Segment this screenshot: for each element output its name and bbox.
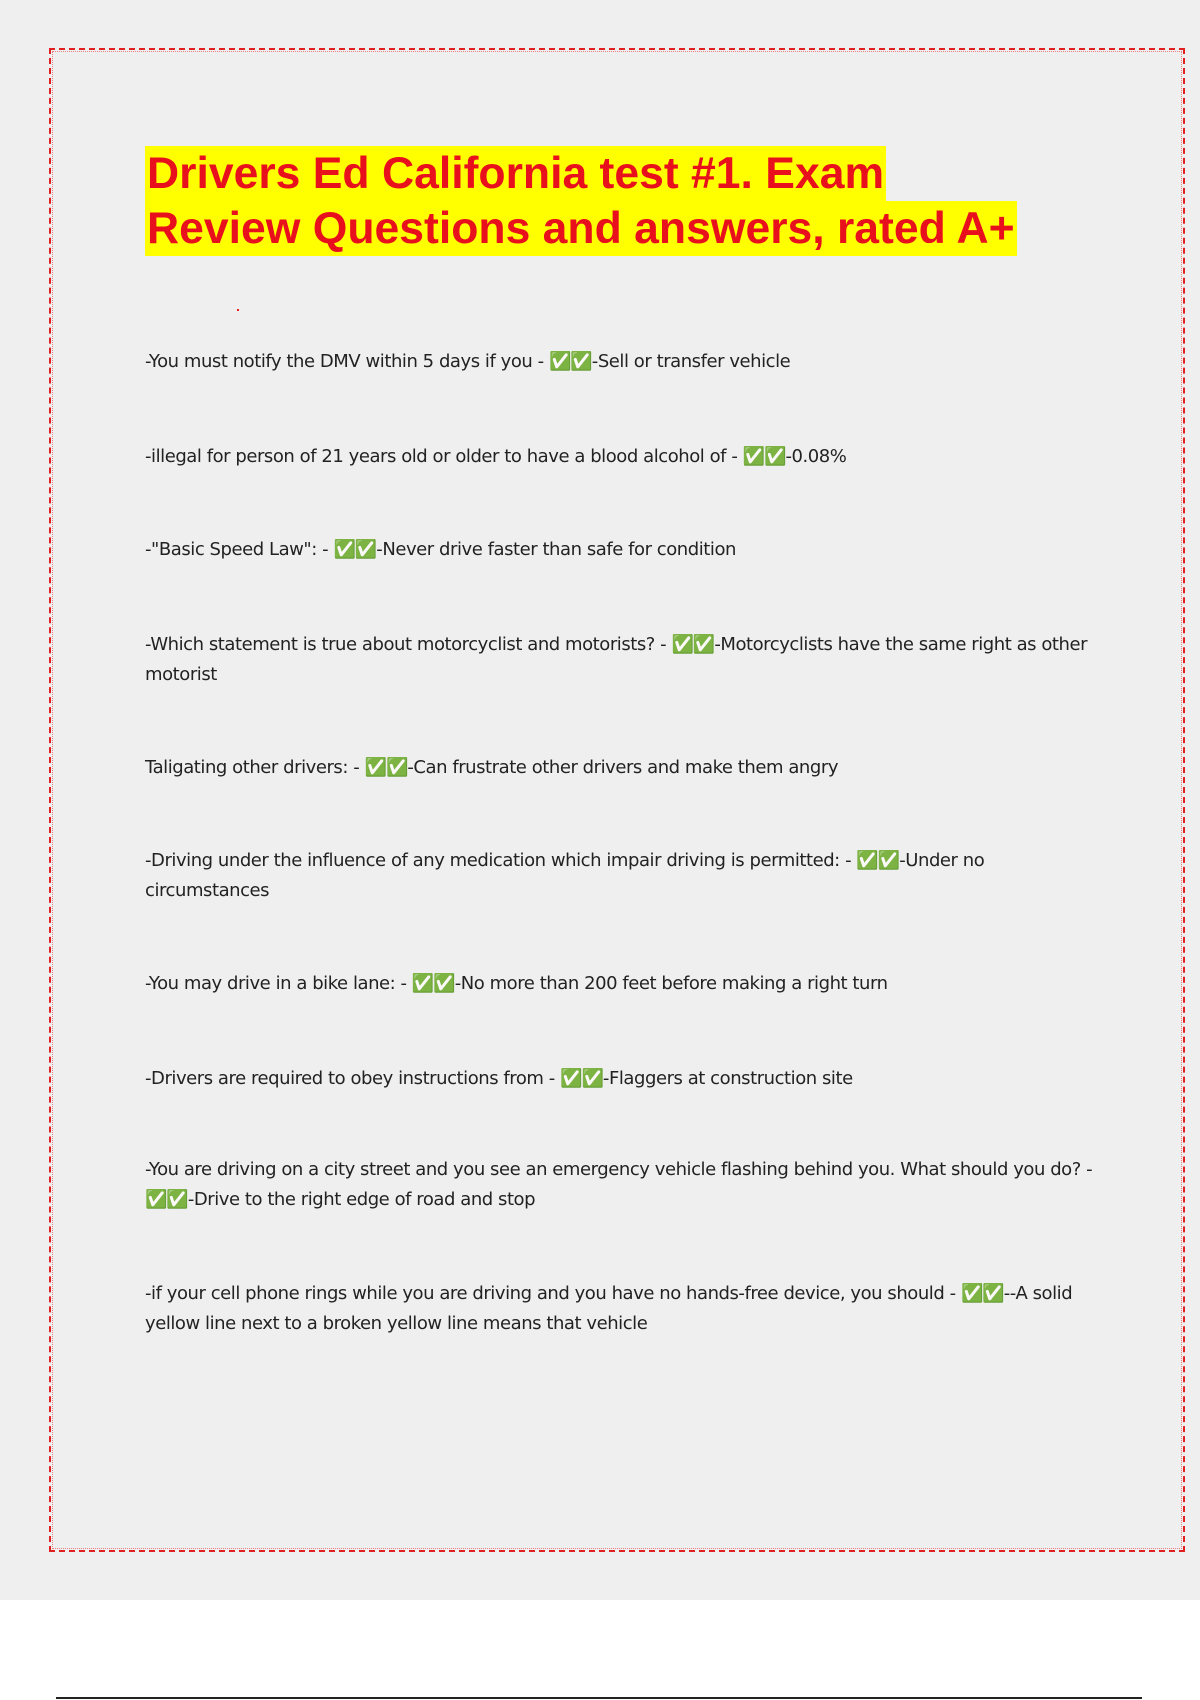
question-text: -"Basic Speed Law": -: [145, 539, 334, 560]
qa-item-8: [145, 1064, 1095, 1094]
answer-text: -No more than 200 feet before making a right turn: [454, 973, 888, 994]
double-check-icon: ✅✅: [145, 1189, 188, 1210]
question-text: -Driving under the influence of any medication which impair driving is permitted: -: [145, 850, 857, 871]
qa-item-2: [145, 442, 1095, 472]
double-check-icon: ✅✅: [411, 973, 455, 994]
answer-text: -Never drive faster than safe for condition: [376, 539, 736, 560]
question-text: -You may drive in a bike lane: -: [145, 973, 412, 994]
qa-item-3: [145, 535, 1095, 565]
document-title: [145, 146, 1095, 256]
answer-text: -Under no circumstances: [145, 850, 985, 901]
double-check-icon: ✅✅: [364, 757, 408, 778]
qa-item-9: [145, 1155, 1095, 1215]
question-text: -You are driving on a city street and you see an emergency vehicle flashing behind you. What should you do? -: [145, 1159, 1093, 1180]
qa-item-7: [145, 969, 1095, 999]
double-check-icon: ✅✅: [671, 634, 715, 655]
question-text: -Which statement is true about motorcyclist and motorists? -: [145, 634, 672, 655]
double-check-icon: ✅✅: [856, 850, 900, 871]
answer-text: -0.08%: [785, 446, 847, 467]
question-text: -illegal for person of 21 years old or older to have a blood alcohol of -: [145, 446, 743, 467]
question-text: -You must notify the DMV within 5 days if you -: [145, 351, 549, 372]
qa-item-4: [145, 630, 1095, 690]
question-text: -if your cell phone rings while you are driving and you have no hands-free device, you should -: [145, 1283, 961, 1304]
qa-item-10: [145, 1279, 1095, 1339]
double-check-icon: ✅✅: [548, 351, 592, 372]
answer-text: -Flaggers at construction site: [602, 1068, 853, 1089]
answer-text: --A solid yellow line next to a broken yellow line means that vehicle: [145, 1283, 1073, 1334]
answer-text: -Motorcyclists have the same right as other motorist: [145, 634, 1088, 685]
question-text: Taligating other drivers: -: [145, 757, 365, 778]
question-text: -Drivers are required to obey instructions from -: [145, 1068, 561, 1089]
bottom-rule: [56, 1697, 1142, 1699]
qa-item-5: [145, 753, 1095, 783]
qa-item-1: [145, 347, 1095, 377]
answer-text: -Sell or transfer vehicle: [591, 351, 791, 372]
double-check-icon: ✅✅: [333, 539, 377, 560]
double-check-icon: ✅✅: [960, 1283, 1004, 1304]
double-check-icon: ✅✅: [742, 446, 786, 467]
answer-text: -Can frustrate other drivers and make them angry: [407, 757, 839, 778]
title-line-1: Drivers Ed California test #1. Exam: [145, 146, 886, 201]
answer-text: -Drive to the right edge of road and stop: [187, 1189, 536, 1210]
double-check-icon: ✅✅: [560, 1068, 603, 1089]
title-line-2: Review Questions and answers, rated A+: [145, 201, 1017, 256]
red-dot-mark: [237, 309, 239, 311]
qa-item-6: [145, 846, 1095, 906]
